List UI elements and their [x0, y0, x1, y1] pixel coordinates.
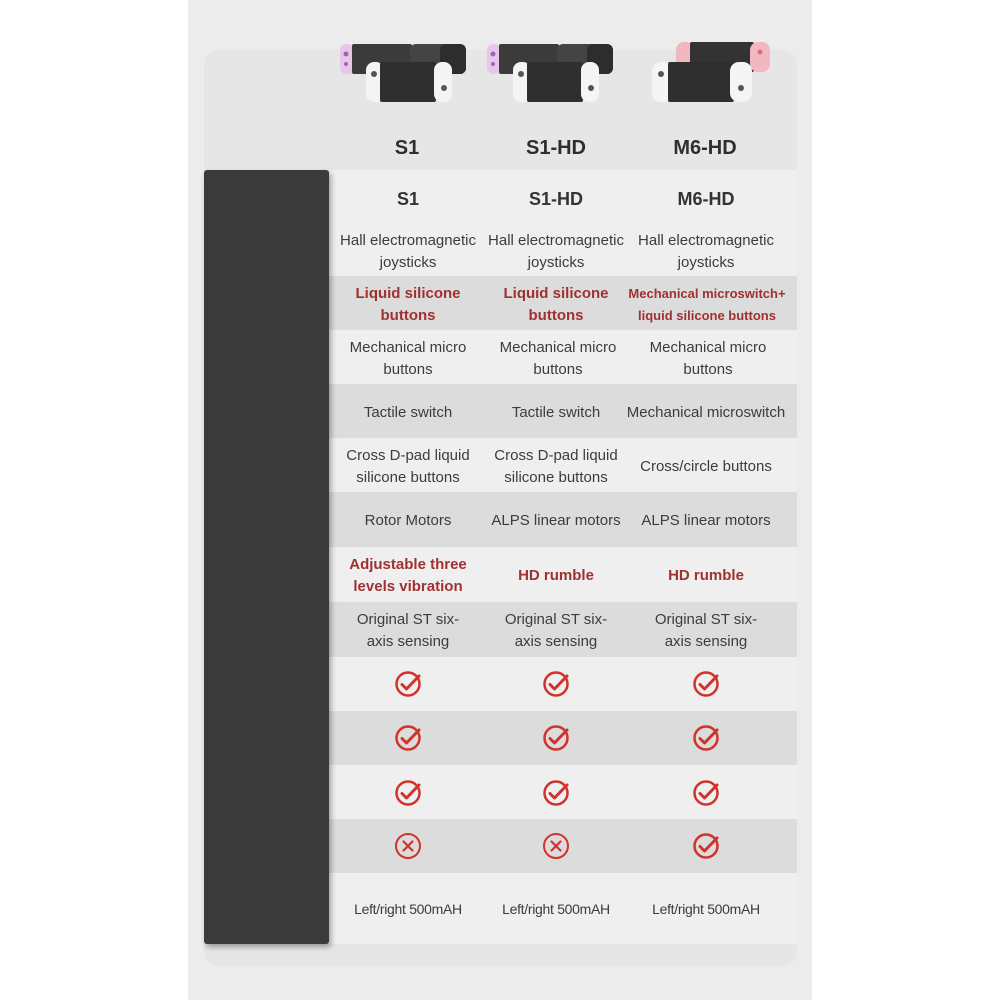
product-header-row	[0, 128, 1000, 168]
check-icon	[691, 831, 721, 861]
custom-buttons-supported	[631, 819, 781, 873]
joystick-value: Hall electromagnetic joysticks	[340, 232, 476, 271]
feature-label: One-click wake up	[31, 717, 94, 758]
model-value: S1-HD	[528, 189, 583, 209]
feature-label: App	[49, 784, 76, 801]
nfc-supported	[333, 657, 483, 711]
face-buttons-value: Mechanical microswitch+ liquid silicone buttons	[628, 286, 786, 323]
motors-value: ALPS linear motors	[491, 512, 621, 529]
custom-buttons-unsupported	[481, 819, 631, 873]
trigger-buttons-value: Tactile switch	[363, 404, 453, 421]
feature-label: D-pad	[42, 459, 83, 476]
hd-rumble-value: HD rumble	[518, 567, 594, 584]
app-supported	[333, 765, 483, 821]
cross-icon	[541, 831, 571, 861]
sensing-value: Original ST six-axis sensing	[356, 611, 460, 650]
nfc-supported	[631, 657, 781, 711]
hd-rumble-value: HD rumble	[668, 567, 744, 584]
check-icon	[691, 723, 721, 753]
sensing-value: Original ST six-axis sensing	[654, 611, 758, 650]
check-icon	[541, 669, 571, 699]
check-icon	[541, 723, 571, 753]
trigger-buttons-value: Tactile switch	[511, 404, 601, 421]
product-images	[0, 40, 1000, 106]
custom-buttons-unsupported	[333, 819, 483, 873]
check-icon	[541, 778, 571, 808]
sensing-value: Original ST six-axis sensing	[504, 611, 608, 650]
m6hd-controller-image	[650, 40, 780, 106]
model-value: S1	[396, 189, 420, 209]
product-name: S1	[394, 137, 420, 159]
cross-icon	[393, 831, 423, 861]
hd-rumble-value: Adjustable three levels vibration	[349, 556, 467, 595]
feature-label: NFC	[47, 675, 78, 692]
shoulder-buttons-value: Mechanical micro buttons	[649, 339, 767, 378]
app-supported	[481, 765, 631, 821]
battery-value: Left/right 500mAH	[652, 900, 760, 917]
check-icon	[691, 778, 721, 808]
motors-value: Rotor Motors	[364, 512, 452, 529]
s1-controller-image	[340, 40, 470, 106]
check-icon	[393, 669, 423, 699]
feature-label: HD rumble	[26, 566, 99, 584]
joystick-value: Hall electromagnetic joysticks	[488, 232, 624, 271]
battery-value: Left/right 500mAH	[354, 900, 462, 917]
feature-label: Motors	[39, 511, 86, 528]
product-name: S1-HD	[525, 137, 586, 159]
wake-up-supported	[631, 711, 781, 765]
dpad-value: Cross D-pad liquid silicone buttons	[494, 447, 618, 486]
product-name: M6-HD	[673, 137, 737, 159]
model-value: M6-HD	[677, 189, 735, 209]
nfc-supported	[481, 657, 631, 711]
face-buttons-value: Liquid silicone buttons	[503, 285, 609, 324]
app-supported	[631, 765, 781, 821]
wake-up-supported	[333, 711, 483, 765]
feature-label: Model	[42, 190, 83, 207]
check-icon	[691, 669, 721, 699]
feature-label: Shoulder buttons	[5, 350, 120, 367]
check-icon	[393, 778, 423, 808]
s1hd-controller-image	[487, 40, 617, 106]
dpad-value: Cross D-pad liquid silicone buttons	[346, 447, 470, 486]
shoulder-buttons-value: Mechanical micro buttons	[499, 339, 617, 378]
face-buttons-value: Liquid silicone buttons	[355, 285, 461, 324]
joystick-value: Hall electromagnetic joysticks	[638, 232, 774, 271]
shoulder-buttons-value: Mechanical micro buttons	[349, 339, 467, 378]
feature-label: Battery Capacity	[7, 899, 118, 917]
trigger-buttons-value: Mechanical microswitch	[626, 404, 786, 421]
feature-label-column	[204, 170, 329, 944]
check-icon	[393, 723, 423, 753]
battery-value: Left/right 500mAH	[502, 900, 610, 917]
feature-label: Sensing	[35, 620, 90, 638]
feature-label: Customerized buttons	[16, 825, 109, 866]
feature-label: Face buttons	[19, 294, 106, 311]
dpad-value: Cross/circle buttons	[640, 458, 772, 475]
motors-value: ALPS linear motors	[641, 512, 771, 529]
wake-up-supported	[481, 711, 631, 765]
feature-label: Trigger buttons	[12, 403, 113, 420]
feature-label: Joystick	[35, 243, 90, 260]
